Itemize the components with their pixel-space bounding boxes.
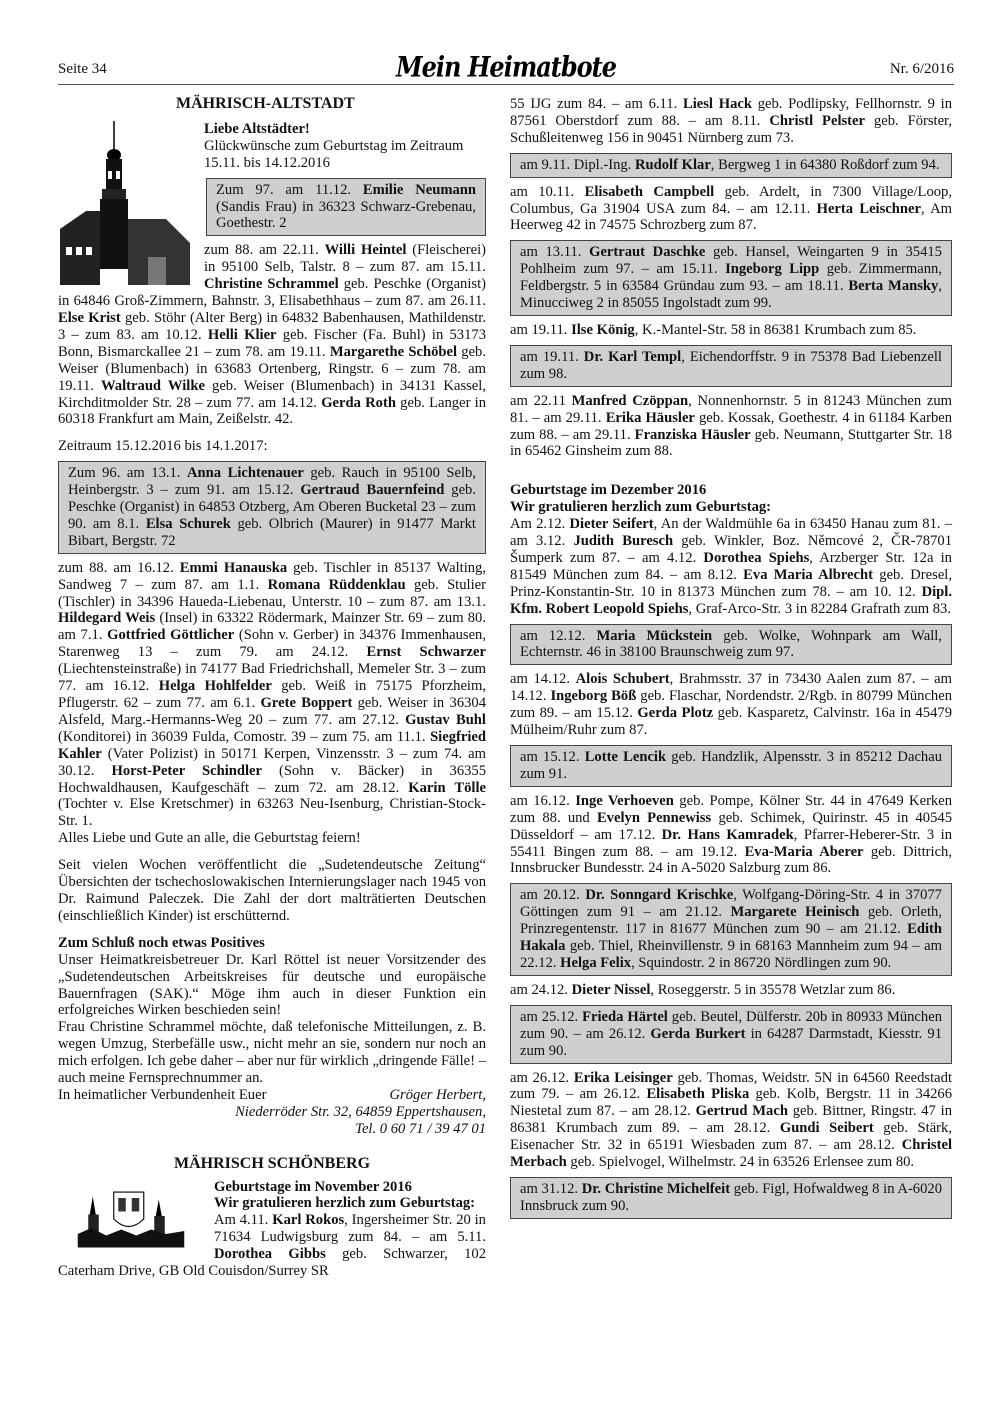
text-segment: in 64287 Darmstadt, Kiesstr. 91 zum 90. (520, 1025, 942, 1059)
person-name: Elisabeth Pliska (646, 1086, 750, 1103)
text-segment: geb. Hansel, Weingarten 9 in 35415 Pohlheim zum 97. – am 15.11. (520, 244, 942, 278)
person-name: Romana Rüddenklau (267, 576, 406, 593)
text-segment: geb. Förster, Schußleitenweg 156 in 90451 Nürnberg zum 73. (510, 112, 952, 146)
right-column (510, 96, 952, 1225)
birthday-paragraph (510, 184, 952, 235)
person-name: Gertraud Bauernfeind (300, 482, 445, 499)
text-segment: , Am Heerweg 42 in 74575 Schrozberg zum 87. (510, 200, 952, 234)
text-segment: am 16.12. (510, 792, 576, 809)
person-name: Gottfried Göttlicher (107, 627, 235, 644)
person-name: Dorothea Spiehs (703, 549, 810, 566)
text-segment: geb. Kasparetz, Calvinstr. 16a in 45479 Mülheim/Ruhr zum 87. (510, 705, 952, 739)
highlight-box (510, 1005, 952, 1064)
person-name: Waltraud Wilke (101, 377, 205, 394)
person-name: Margarethe Schöbel (329, 343, 458, 360)
text-segment: (Liechtensteinstraße) in 74177 Bad Friedrichshall, Memeler Str. 3 – zum 77. am 16.12. (58, 661, 486, 695)
text-segment: Zum 96. am 13.1. (68, 465, 188, 482)
person-name: Evelyn Pennewiss (596, 809, 712, 826)
birthday-paragraph (510, 322, 952, 339)
text-segment: geb. Spielvogel, Wilhelmstr. 24 in 63526 Erlensee zum 80. (566, 1154, 915, 1171)
text-segment: geb. Zimmermann, Feldbergstr. 5 in 63584 Gründau zum 93. – am 18.11. (520, 261, 942, 295)
person-name: Erika Leisinger (573, 1069, 673, 1086)
page-header (58, 50, 954, 85)
person-name: Gerda Plotz (637, 705, 714, 722)
december-subheading: Wir gratulieren herzlich zum Geburtstag: (510, 499, 772, 516)
person-name: Karl Rokos (272, 1212, 345, 1229)
intro-text: Glückwünsche zum Geburtstag im Zeitraum 15.11. bis 14.12.2016 (204, 137, 464, 171)
signature-name: Gröger Herbert, (389, 1086, 486, 1103)
text-segment: , Roseggerstr. 5 in 35578 Wetzlar zum 86. (650, 981, 896, 998)
positive-paragraph: Unser Heimatkreisbetreuer Dr. Karl Röttel ist neuer Vorsitzender des „Sudetendeutschen Arbeitskreises für deutsche und europäische Bauernfragen (SAK).“ Möge ihm auch in dieser Funktion ein erfolgreiches Wirken beschieden sein! (58, 951, 486, 1019)
person-name: Gertraut Daschke (589, 244, 706, 261)
text-segment: Zum 97. am 11.12. (216, 181, 363, 198)
text-segment: geb. Peschke (Organist) in 64846 Groß-Zimmern, Bahnstr. 3, Elisabethhaus – zum 87. am 26.11. (58, 276, 486, 310)
text-segment: , Minucciweg 2 in 85055 Ingolstadt zum 99. (520, 278, 942, 312)
person-name: Ernst Schwarzer (366, 644, 486, 661)
highlight-box (510, 745, 952, 787)
birthday-paragraph (510, 793, 952, 878)
text-segment: geb. Orleth, Prinzregentenstr. 117 in 81677 München zum 90 – am 21.12. (520, 904, 942, 938)
text-segment: , Bergweg 1 in 64380 Roßdorf zum 94. (710, 156, 940, 173)
text-segment: am 22.11 (510, 392, 572, 409)
text-segment: geb. Thomas, Weidstr. 5N in 64560 Reedstadt zum 79. – am 26.12. (510, 1069, 952, 1103)
highlight-box (206, 178, 486, 237)
person-name: Horst-Peter Schindler (111, 762, 263, 779)
signature-phone: Tel. 0 60 71 / 39 47 01 (355, 1120, 486, 1137)
highlight-box (510, 883, 952, 976)
text-segment: geb. Schimek, Quirinstr. 45 in 40545 Düsseldorf – am 17.12. (510, 809, 952, 843)
text-segment: (Sohn v. Gerber) in 34376 Immenhausen, Starenweg 13 – zum 79. am 24.12. (58, 627, 486, 661)
person-name: Christine Schrammel (204, 276, 339, 293)
person-name: Margarete Heinisch (730, 904, 860, 921)
page-number: Seite 34 (58, 61, 107, 77)
november-heading: Geburtstage im November 2016 (214, 1178, 412, 1195)
text-segment: geb. Weiß in 75175 Pforzheim, Pflugerstr. 62 – zum 77. am 6.1. (58, 678, 486, 711)
text-segment: (Vater Polizist) in 50171 Kerpen, Vinzensstr. 3 – zum 74. am 30.12. (58, 745, 486, 779)
person-name: Karin Tölle (408, 779, 486, 796)
text-segment: , Ingersheimer Str. 20 in 71634 Ludwigsburg zum 84. – am 5.11. (214, 1212, 486, 1246)
text-segment: geb. Olbrich (Maurer) in 91477 Markt Bibart, Bergstr. 72 (68, 515, 476, 549)
person-name: Eva-Maria Aberer (744, 843, 864, 860)
december-heading: Geburtstage im Dezember 2016 (510, 482, 707, 499)
birthday-paragraph (510, 393, 952, 461)
text-segment: Am 4.11. (214, 1212, 273, 1229)
positive-heading: Zum Schluß noch etwas Positives (58, 934, 265, 951)
birthday-paragraph (510, 671, 952, 739)
text-segment: geb. Langer in 60318 Frankfurt am Main, Zeißelstr. 42. (58, 394, 487, 428)
text-segment: geb. Stöhr (Alter Berg) in 64832 Babenhausen, Mathildenstr. 3 – zum 83. am 10.12. (58, 309, 486, 343)
person-name: Judith Buresch (573, 533, 674, 550)
text-segment: geb. Peschke (Organist) in 64853 Otzberg, Am Oberen Bucketal 23 – zum 90. am 8.1. (68, 482, 476, 532)
masthead-logo: Mein Heimatbote (396, 49, 616, 84)
person-name: Helga Hohlfelder (158, 678, 272, 695)
text-segment: , An der Waldmühle 6a in 63450 Hanau zum 81. – am 3.12. (510, 516, 953, 550)
text-segment: am 31.12. (520, 1180, 582, 1197)
person-name: Ilse König (571, 321, 635, 338)
text-segment: am 24.12. (510, 981, 572, 998)
text-segment: , Pfarrer-Heberer-Str. 3 in 55411 Bingen zum 88. – am 19.12. (510, 826, 952, 860)
text-segment: geb. Wolke, Wohnpark am Wall, Echternstr. 46 in 38100 Braunschweig zum 97. (520, 627, 942, 661)
person-name: Anna Lichtenauer (187, 465, 304, 482)
highlight-box (510, 153, 952, 178)
person-name: Willi Heintel (324, 242, 407, 259)
text-segment: geb. Stärk, Eisenacher Str. 32 in 65191 Wiesbaden zum 87. – am 28.12. (510, 1120, 952, 1154)
person-name: Manfred Czöppan (571, 392, 689, 409)
closing-text: In heimatlicher Verbundenheit Euer (58, 1086, 267, 1103)
person-name: Dr. Hans Kamradek (661, 826, 794, 843)
person-name: Franziska Häusler (634, 426, 751, 443)
text-segment: geb. Thiel, Rheinvillenstr. 9 in 68163 Mannheim zum 94 – am 22.12. (520, 938, 942, 971)
person-name: Christl Pelster (769, 112, 865, 129)
text-segment: geb. Beutel, Dülferstr. 20b in 80933 München zum 90. – am 26.12. (520, 1008, 942, 1042)
text-segment: geb. Kossak, Goethestr. 4 in 61184 Karben zum 88. – am 29.11. (510, 409, 953, 443)
person-name: Elisabeth Campbell (584, 183, 715, 200)
birthday-paragraph (510, 516, 952, 617)
person-name: Helli Klier (207, 326, 277, 343)
wishes-text: Alles Liebe und Gute an alle, die Geburtstag feiern! (58, 830, 361, 847)
november-subheading: Wir gratulieren herzlich zum Geburtstag: (214, 1195, 476, 1212)
highlight-box (58, 461, 486, 554)
person-name: Elsa Schurek (145, 515, 231, 532)
birthday-paragraph (58, 560, 486, 831)
section-title-altstadt: MÄHRISCH-ALTSTADT (176, 95, 355, 112)
birthday-paragraph (510, 982, 952, 999)
person-name: Grete Boppert (260, 695, 353, 711)
text-segment: geb. Handzlik, Alpensstr. 3 in 85212 Dachau zum 91. (520, 749, 942, 782)
person-name: Ingeborg Lipp (725, 261, 820, 278)
person-name: Dieter Seifert (569, 516, 654, 533)
text-segment: geb. Weiser (Blumenbach) in 34131 Kassel, Kirchditmolder Str. 28 – zum 77. am 14.12. (58, 377, 486, 411)
text-segment: zum 88. am 22.11. (204, 242, 325, 259)
news-paragraph: Seit vielen Wochen veröffentlicht die „Sudetendeutsche Zeitung“ Übersichten der tschechoslowakischen Internierungslager nach 1945 von Dr. Raimund Paleczek. Die Zahl der dort malträtierten Deutschen (einschließlich Kinder) ist erschütternd. (58, 857, 486, 924)
person-name: Lotte Lencik (584, 749, 667, 765)
text-segment: , Wolfgang-Döring-Str. 4 in 37077 Göttingen zum 91 – am 21.12. (520, 887, 942, 921)
person-name: Berta Mansky (848, 278, 939, 295)
text-segment: geb. Pompe, Kölner Str. 44 in 47649 Kerken zum 88. und (510, 792, 953, 826)
signature-address: Niederröder Str. 32, 64859 Eppertshausen, (235, 1103, 486, 1120)
text-segment: geb. Ardelt, in 7300 Village/Loop, Columbus, Ga 31904 USA zum 84. – am 12.11. (510, 183, 953, 217)
person-name: Eva Maria Albrecht (743, 566, 873, 583)
person-name: Gundi Seibert (779, 1120, 874, 1137)
text-segment: am 15.12. (520, 749, 585, 765)
birthday-paragraph (510, 96, 952, 147)
person-name: Alois Schubert (575, 671, 670, 688)
church-illustration-icon (56, 119, 196, 289)
person-name: Gerda Roth (321, 394, 396, 411)
person-name: Emmi Hanauska (179, 559, 288, 576)
person-name: Christel Merbach (510, 1137, 952, 1171)
person-name: Erika Häusler (605, 409, 695, 426)
person-name: Maria Mückstein (596, 627, 713, 644)
person-name: Dr. Karl Templ (583, 348, 682, 365)
text-segment: geb. Tischler in 85137 Walting, Sandweg 7 – zum 87. am 1.1. (58, 559, 486, 593)
signature-row (58, 1087, 486, 1104)
person-name: Ingeborg Böß (550, 688, 637, 705)
text-segment: (Insel) in 63322 Rödermark, Mainzer Str. 69 – zum 80. am 7.1. (58, 610, 486, 644)
text-segment: am 25.12. (520, 1008, 583, 1025)
text-segment: Am 2.12. (510, 516, 570, 533)
text-segment: am 13.11. (520, 244, 590, 261)
text-segment: am 19.11. (520, 348, 584, 365)
text-segment: , Nonnenhornstr. 5 in 81243 München zum 81. – am 29.11. (510, 392, 953, 426)
left-column (58, 96, 486, 1280)
text-segment: geb. Fischer (Fa. Buhl) in 53173 Bonn, Bismarckallee 21 – zum 78. am 19.11. (58, 326, 486, 360)
text-segment: (Sohn v. Bäcker) in 36355 Hochwaldhausen, Kaufgeschäft – zum 72. am 28.12. (58, 762, 487, 796)
person-name: Herta Leischner (816, 200, 921, 217)
person-name: Siegfried Kahler (58, 728, 486, 762)
text-segment: am 26.12. (510, 1069, 574, 1086)
greeting: Liebe Altstädter! (204, 120, 310, 137)
text-segment: (Fleischerei) in 95100 Selb, Talstr. 8 – zum 87. am 15.11. (204, 242, 486, 276)
highlight-box (510, 624, 952, 666)
text-segment: , Eichendorffstr. 9 in 75378 Bad Liebenzell zum 98. (520, 348, 942, 382)
text-segment: geb. Flaschar, Nordendstr. 2/Rgb. in 80799 München zum 89. – am 15.12. (510, 688, 952, 722)
person-name: Dorothea Gibbs (214, 1246, 326, 1263)
text-segment: , Arzberger Str. 12a in 81549 München zum 84. – am 8.12. (510, 549, 952, 583)
person-name: Else Krist (58, 309, 121, 326)
person-name: Edith Hakala (520, 921, 942, 955)
text-segment: geb. Dittrich, Innsbrucker Bundesstr. 24 in A-5020 Salzburg zum 86. (510, 843, 953, 877)
text-segment: am 12.12. (520, 627, 597, 644)
text-segment: geb. Stulier (Tischler) in 34396 Haueda-Liebenau, Unterstr. 10 – zum 87. am 13.1. (58, 576, 486, 610)
text-segment: geb. Rauch in 95100 Selb, Heinbergstr. 3 – zum 91. am 15.12. (68, 465, 477, 499)
text-segment: am 14.12. (510, 671, 576, 688)
text-segment: geb. Weiser (Blumenbach) in 63683 Ortenberg, Ringstr. 6 – zum 78. am 19.11. (58, 343, 487, 394)
person-name: Frieda Härtel (582, 1008, 668, 1025)
text-segment: , Squindostr. 2 in 86720 Nördlingen zum 90. (631, 954, 892, 971)
person-name: Dipl. Kfm. Robert Leopold Spiehs (510, 583, 952, 617)
text-segment: (Tochter v. Else Kretschmer) in 63263 Neu-Isenburg, Christian-Stock-Str. 1. (58, 796, 486, 830)
person-name: Rudolf Klar (634, 156, 711, 173)
highlight-box (510, 345, 952, 387)
person-name: Inge Verhoeven (575, 792, 674, 809)
text-segment: am 19.11. (510, 321, 572, 338)
person-name: Dieter Nissel (571, 981, 651, 998)
highlight-box (510, 240, 952, 316)
person-name: Emilie Neumann (362, 181, 477, 198)
text-segment: geb. Weiser in 36304 Alsfeld, Marg.-Hermanns-Weg 20 – zum 77. am 27.12. (58, 695, 487, 728)
person-name: Gertrud Mach (695, 1103, 788, 1120)
text-segment: 55 IJG zum 84. – am 6.11. (510, 96, 683, 112)
text-segment: am 10.11. (510, 183, 585, 200)
text-segment: am 9.11. Dipl.-Ing. (520, 156, 635, 173)
text-segment: geb. Figl, Hofwaldweg 8 in A-6020 Innsbruck zum 90. (520, 1180, 942, 1214)
text-segment: , K.-Mantel-Str. 58 in 86381 Krumbach zum 85. (634, 321, 917, 338)
birthday-paragraph (510, 1070, 952, 1171)
person-name: Liesl Hack (682, 96, 752, 112)
person-name: Dr. Sonngard Krischke (585, 887, 734, 904)
text-segment: (Konditorei) in 36039 Fulda, Comostr. 39 – zum 75. am 11.1. (58, 728, 431, 745)
person-name: Gerda Burkert (650, 1025, 746, 1042)
text-segment: geb. Podlipsky, Fellhornstr. 9 in 87561 Oberstdorf zum 88. – am 8.11. (510, 96, 953, 129)
text-segment: geb. Neumann, Stuttgarter Str. 18 in 65462 Ginsheim zum 88. (510, 426, 952, 460)
period-label: Zeitraum 15.12.2016 bis 14.1.2017: (58, 438, 268, 455)
phone-paragraph: Frau Christine Schrammel möchte, daß telefonische Mitteilungen, z. B. wegen Umzug, Sterbefälle usw., nicht mehr an sie, sondern nur noch an mich erfolgen. Ich gebe daher – aber nur für wirklich „dringende Fälle! – auch meine Fernsprechnummer an. (58, 1019, 486, 1087)
text-segment: geb. Dresel, Prinz-Konstantin-Str. 10 in 81373 München zum 78. – am 10. 12. (510, 566, 952, 600)
person-name: Dr. Christine Michelfeit (581, 1180, 731, 1197)
section-title-schoenberg: MÄHRISCH SCHÖNBERG (173, 1154, 371, 1172)
person-name: Gustav Buhl (405, 711, 486, 728)
text-segment: , Graf-Arco-Str. 3 in 82284 Grafrath zum 83. (688, 600, 952, 617)
text-segment: am 20.12. (520, 887, 586, 904)
text-segment: (Sandis Frau) in 36323 Schwarz-Grebenau, Goethestr. 2 (216, 198, 476, 232)
text-segment: geb. Bittner, Ringstr. 47 in 86381 Krumbach zum 89. – am 28.12. (510, 1103, 952, 1137)
text-segment: geb. Schwarzer, 102 Caterham Drive, GB Old Couisdon/Surrey SR (58, 1246, 486, 1280)
text-segment: zum 88. am 16.12. (58, 559, 180, 576)
highlight-box (510, 1177, 952, 1219)
person-name: Hildegard Weis (58, 610, 156, 627)
town-skyline-icon (58, 1189, 204, 1249)
text-segment: geb. Winkler, Boz. Němcové 2, ČR-78701 Šumperk zum 87. – am 4.12. (510, 533, 952, 566)
text-segment: geb. Kolb, Bergstr. 11 in 34266 Niestetal zum 87. – am 28.12. (510, 1086, 953, 1120)
person-name: Helga Felix (560, 954, 632, 971)
issue-number: Nr. 6/2016 (889, 61, 954, 77)
text-segment: , Brahmsstr. 37 in 73430 Aalen zum 87. – am 14.12. (510, 671, 952, 705)
